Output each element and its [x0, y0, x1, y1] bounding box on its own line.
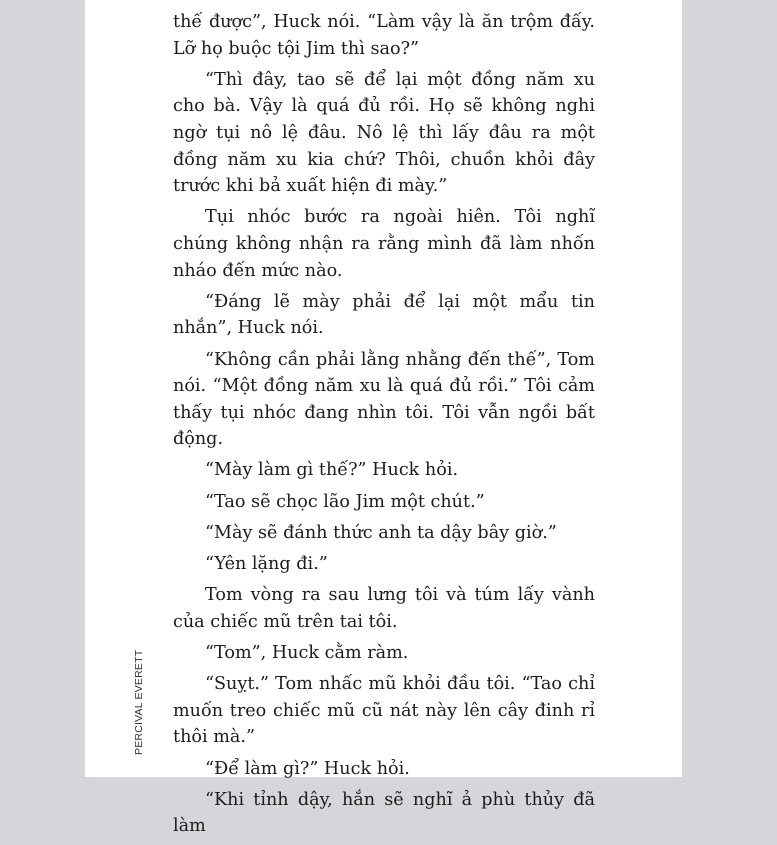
paragraph: “Đáng lẽ mày phải để lại một mẩu tin nhắn”, Huck nói.	[173, 291, 595, 339]
author-name: PERCIVAL EVERETT	[133, 649, 145, 755]
paragraph: thế được”, Huck nói. “Làm vậy là ăn trộm đấy. Lỡ họ buộc tội Jim thì sao?”	[173, 12, 595, 59]
paragraph: “Yên lặng đi.”	[205, 554, 328, 575]
paragraph: “Tom”, Huck cằm ràm.	[205, 643, 409, 663]
paragraph: Tom vòng ra sau lưng tôi và túm lấy vành của chiếc mũ trên tai tôi.	[173, 585, 595, 632]
paragraph: “Tao sẽ chọc lão Jim một chút.”	[205, 491, 485, 512]
page-body	[173, 9, 595, 845]
paragraph: “Mày sẽ đánh thức anh ta dậy bây giờ.”	[205, 522, 557, 543]
paragraph: “Mày làm gì thế?” Huck hỏi.	[205, 460, 459, 481]
paragraph: “Suỵt.” Tom nhấc mũ khỏi đầu tôi. “Tao chỉ muốn treo chiếc mũ cũ nát này lên cây đinh rỉ thôi mà.”	[173, 674, 595, 748]
paragraph: “Thì đây, tao sẽ để lại một đồng năm xu cho bà. Vậy là quá đủ rồi. Họ sẽ không nghi ngờ tụi nô lệ đâu. Nô lệ thì lấy đâu ra một đồng năm xu kia chứ? Thôi, chuồn khỏi đây trước khi bả xuất hiện đi mày.”	[173, 69, 595, 197]
paragraph: Tụi nhóc bước ra ngoài hiên. Tôi nghĩ chúng không nhận ra rằng mình đã làm nhốn nháo đến mức nào.	[173, 207, 595, 281]
paragraph: “Khi tỉnh dậy, hắn sẽ nghĩ ả phù thủy đã làm	[173, 789, 595, 837]
paragraph: “Không cần phải lằng nhằng đến thế”, Tom nói. “Một đồng năm xu là quá đủ rồi.” Tôi cảm thấy tụi nhóc đang nhìn tôi. Tôi vẫn ngồi bất động.	[173, 349, 595, 450]
running-head	[133, 645, 147, 755]
paragraph: “Để làm gì?” Huck hỏi.	[205, 758, 410, 779]
